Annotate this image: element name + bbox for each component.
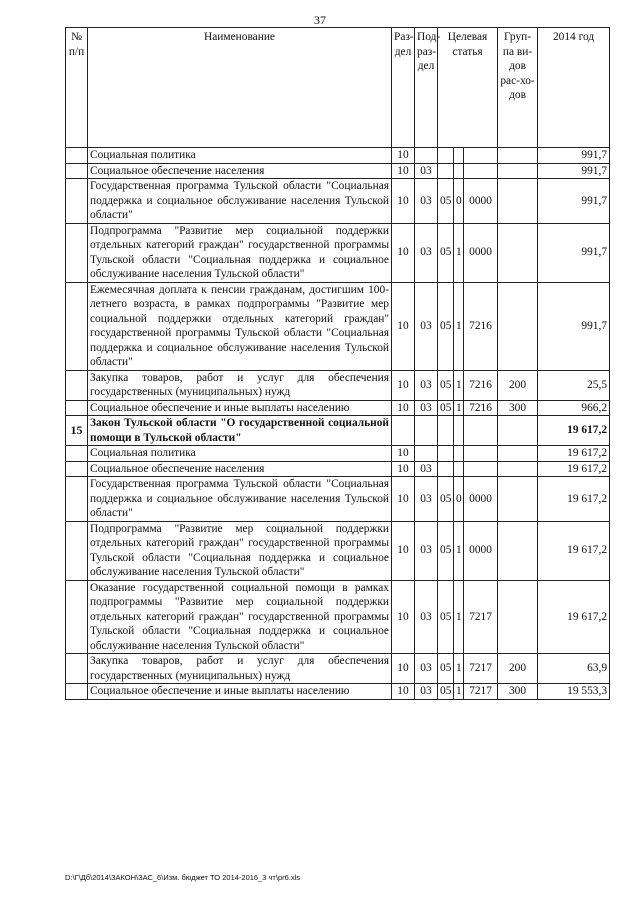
row-name: Закон Тульской области "О государственной социальной помощи в Тульской области" [88,416,392,446]
page-number: 37 [314,13,326,27]
row-target-subprogram: 0 [454,477,464,522]
row-target-code: 7216 [464,282,498,370]
table-row [66,446,610,462]
row-name: Закупка товаров, работ и услуг для обеспечения государственных (муниципальных) нужд [88,654,392,684]
budget-table [65,27,610,700]
table-row [66,148,610,164]
row-number: 15 [66,416,88,446]
row-target-subprogram: 1 [454,282,464,370]
row-target-program: 05 [438,477,454,522]
row-name: Социальная политика [88,148,392,164]
row-section: 10 [392,446,415,462]
row-name: Социальное обеспечение населения [88,163,392,179]
header-group: Груп-па ви-дов рас-хо-дов [498,28,538,148]
row-target-program: 05 [438,223,454,282]
row-name: Государственная программа Тульской области "Социальная поддержка и социальное обслуживание населения Тульской области" [88,477,392,522]
row-amount: 63,9 [538,654,610,684]
file-path-footer: D:\Г\Дб\2014\ЗАКОН\ЗАС_6\Изм. бюджет ТО 2014-2016_3 чт\pr6.xls [65,873,301,882]
row-target-program [438,461,454,477]
row-target-program [438,163,454,179]
row-expense-group [498,282,538,370]
row-subsection: 03 [415,580,438,654]
row-target-code: 7216 [464,400,498,416]
row-name: Подпрограмма "Развитие мер социальной поддержки отдельных категорий граждан" государственной программы Тульской области "Социальная поддержка и социальное обслуживание населения Тульской области" [88,521,392,580]
row-name: Ежемесячная доплата к пенсии гражданам, достигшим 100-летнего возраста, в рамках подпрограммы "Развитие мер социальной поддержки отдельных категорий граждан" государственной программы Тульской области "Социальная поддержка и социальное обслуживание населения Тульской области" [88,282,392,370]
row-amount: 19 617,2 [538,477,610,522]
row-target-program: 05 [438,684,454,700]
row-target-code: 7217 [464,684,498,700]
row-target-subprogram [454,416,464,446]
row-target-code: 7217 [464,580,498,654]
row-amount: 19 617,2 [538,446,610,462]
row-subsection: 03 [415,370,438,400]
row-section: 10 [392,223,415,282]
row-number [66,370,88,400]
row-expense-group [498,179,538,224]
row-section: 10 [392,370,415,400]
row-subsection: 03 [415,282,438,370]
row-section: 10 [392,654,415,684]
row-section: 10 [392,461,415,477]
row-amount: 966,2 [538,400,610,416]
row-target-subprogram: 1 [454,223,464,282]
table-row [66,416,610,446]
row-expense-group: 200 [498,654,538,684]
row-subsection: 03 [415,477,438,522]
row-section: 10 [392,684,415,700]
row-target-subprogram [454,446,464,462]
row-target-code [464,461,498,477]
row-amount: 19 617,2 [538,580,610,654]
row-amount: 25,5 [538,370,610,400]
row-expense-group: 300 [498,400,538,416]
row-name: Оказание государственной социальной помощи в рамках подпрограммы "Развитие мер социальной поддержки отдельных категорий граждан" государственной программы Тульской области "Социальная поддержка и социальное обслуживание населения Тульской области" [88,580,392,654]
row-amount: 19 553,3 [538,684,610,700]
header-section: Раз-дел [392,28,415,148]
row-expense-group: 200 [498,370,538,400]
row-target-code: 0000 [464,477,498,522]
row-subsection: 03 [415,521,438,580]
row-subsection: 03 [415,400,438,416]
table-row [66,282,610,370]
row-name: Государственная программа Тульской области "Социальная поддержка и социальное обслуживание населения Тульской области" [88,179,392,224]
row-subsection: 03 [415,684,438,700]
row-section: 10 [392,148,415,164]
row-target-program: 05 [438,370,454,400]
row-target-program [438,148,454,164]
row-expense-group [498,416,538,446]
row-amount: 991,7 [538,282,610,370]
table-row [66,477,610,522]
row-target-subprogram: 1 [454,654,464,684]
row-number [66,580,88,654]
row-number [66,163,88,179]
row-number [66,654,88,684]
row-name: Социальное обеспечение и иные выплаты населению [88,684,392,700]
row-subsection [415,446,438,462]
row-target-program: 05 [438,400,454,416]
row-target-subprogram: 1 [454,521,464,580]
row-expense-group [498,521,538,580]
table-row [66,163,610,179]
row-number [66,684,88,700]
row-target-program [438,446,454,462]
row-expense-group [498,461,538,477]
row-target-program: 05 [438,282,454,370]
table-row [66,654,610,684]
row-subsection [415,148,438,164]
row-name: Подпрограмма "Развитие мер социальной поддержки отдельных категорий граждан" государственной программы Тульской области "Социальная поддержка и социальное обслуживание населения Тульской области" [88,223,392,282]
row-target-code: 0000 [464,521,498,580]
row-amount: 991,7 [538,148,610,164]
row-expense-group [498,446,538,462]
row-target-subprogram [454,461,464,477]
row-target-program: 05 [438,580,454,654]
row-target-code: 0000 [464,179,498,224]
table-row [66,400,610,416]
row-target-subprogram: 1 [454,400,464,416]
row-section: 10 [392,179,415,224]
row-amount: 991,7 [538,179,610,224]
row-name: Социальная политика [88,446,392,462]
row-name: Социальное обеспечение населения [88,461,392,477]
row-number [66,446,88,462]
row-subsection [415,416,438,446]
row-subsection: 03 [415,654,438,684]
row-target-subprogram [454,163,464,179]
row-target-program: 05 [438,521,454,580]
row-section: 10 [392,282,415,370]
row-target-subprogram: 1 [454,580,464,654]
row-expense-group [498,163,538,179]
header-num: № п/п [66,28,88,148]
row-expense-group [498,580,538,654]
table-header-row [66,28,610,148]
table-row [66,580,610,654]
row-expense-group [498,148,538,164]
row-target-code [464,446,498,462]
row-section: 10 [392,580,415,654]
row-subsection: 03 [415,163,438,179]
table-row [66,521,610,580]
row-target-code: 7217 [464,654,498,684]
row-number [66,282,88,370]
row-name: Закупка товаров, работ и услуг для обеспечения государственных (муниципальных) нужд [88,370,392,400]
row-target-subprogram: 0 [454,179,464,224]
row-target-subprogram [454,148,464,164]
row-target-program: 05 [438,654,454,684]
row-target-code: 7216 [464,370,498,400]
row-subsection: 03 [415,179,438,224]
row-section: 10 [392,400,415,416]
table-row [66,684,610,700]
row-number [66,148,88,164]
row-section [392,416,415,446]
row-target-subprogram: 1 [454,370,464,400]
row-section: 10 [392,477,415,522]
table-row [66,370,610,400]
row-expense-group: 300 [498,684,538,700]
row-number [66,400,88,416]
row-amount: 19 617,2 [538,416,610,446]
row-target-code [464,148,498,164]
row-number [66,223,88,282]
header-year: 2014 год [538,28,610,148]
row-amount: 19 617,2 [538,521,610,580]
row-amount: 991,7 [538,223,610,282]
row-target-code [464,416,498,446]
row-subsection: 03 [415,461,438,477]
row-expense-group [498,477,538,522]
table-row [66,461,610,477]
row-amount: 991,7 [538,163,610,179]
header-subsection: Под-раз-дел [415,28,438,148]
header-target: Целевая статья [438,28,498,148]
row-number [66,179,88,224]
row-number [66,521,88,580]
row-subsection: 03 [415,223,438,282]
row-target-subprogram: 1 [454,684,464,700]
row-amount: 19 617,2 [538,461,610,477]
row-target-program [438,416,454,446]
row-section: 10 [392,163,415,179]
row-name: Социальное обеспечение и иные выплаты населению [88,400,392,416]
table-row [66,223,610,282]
row-target-code [464,163,498,179]
row-target-code: 0000 [464,223,498,282]
row-number [66,461,88,477]
table-row [66,179,610,224]
row-number [66,477,88,522]
row-section: 10 [392,521,415,580]
row-expense-group [498,223,538,282]
header-name: Наименование [88,28,392,148]
row-target-program: 05 [438,179,454,224]
